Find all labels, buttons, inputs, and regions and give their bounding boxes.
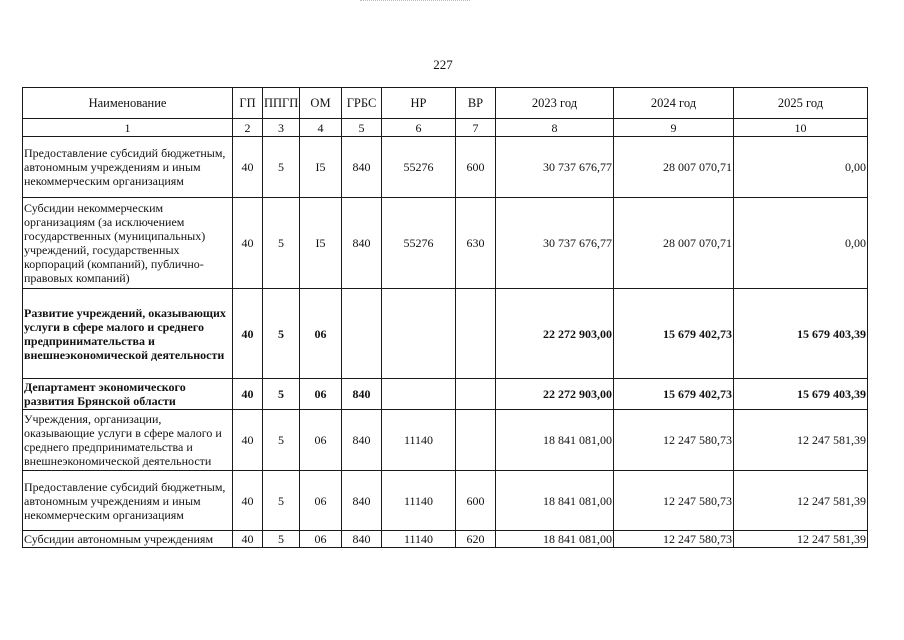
header-2023: 2023 год <box>496 88 614 119</box>
cell-gp: 40 <box>233 137 263 198</box>
cell-vr <box>456 410 496 471</box>
cell-nr <box>382 379 456 410</box>
cell-2024: 12 247 580,73 <box>614 531 734 548</box>
header-2024: 2024 год <box>614 88 734 119</box>
cell-om: 06 <box>300 410 342 471</box>
row-name: Учреждения, организации, оказывающие услуги в сфере малого и среднего предпринимательства и внешнеэкономической деятельности <box>23 410 233 471</box>
cell-2023: 18 841 081,00 <box>496 471 614 531</box>
index-row <box>23 119 868 137</box>
cell-nr: 55276 <box>382 198 456 289</box>
cell-gp: 40 <box>233 379 263 410</box>
index-cell: 5 <box>342 119 382 137</box>
cell-2023: 30 737 676,77 <box>496 198 614 289</box>
cell-grbs <box>342 289 382 379</box>
cell-gp: 40 <box>233 198 263 289</box>
index-cell: 6 <box>382 119 456 137</box>
cell-grbs: 840 <box>342 410 382 471</box>
cell-vr <box>456 289 496 379</box>
cell-ppgp: 5 <box>263 289 300 379</box>
cell-grbs: 840 <box>342 379 382 410</box>
header-om: ОМ <box>300 88 342 119</box>
page-number: 227 <box>433 57 453 72</box>
table-row <box>23 379 868 410</box>
cell-vr: 600 <box>456 471 496 531</box>
cell-2024: 28 007 070,71 <box>614 198 734 289</box>
scan-artifact <box>360 0 470 6</box>
header-2025: 2025 год <box>734 88 868 119</box>
cell-vr <box>456 379 496 410</box>
cell-vr: 630 <box>456 198 496 289</box>
cell-2023: 22 272 903,00 <box>496 379 614 410</box>
cell-2023: 22 272 903,00 <box>496 289 614 379</box>
cell-2025: 0,00 <box>734 137 868 198</box>
cell-gp: 40 <box>233 289 263 379</box>
index-cell: 8 <box>496 119 614 137</box>
index-cell: 3 <box>263 119 300 137</box>
cell-2023: 18 841 081,00 <box>496 410 614 471</box>
cell-ppgp: 5 <box>263 198 300 289</box>
cell-ppgp: 5 <box>263 137 300 198</box>
cell-2025: 12 247 581,39 <box>734 531 868 548</box>
cell-2025: 15 679 403,39 <box>734 289 868 379</box>
table-row <box>23 471 868 531</box>
cell-nr: 11140 <box>382 471 456 531</box>
cell-ppgp: 5 <box>263 410 300 471</box>
cell-grbs: 840 <box>342 137 382 198</box>
header-row <box>23 88 868 119</box>
header-vr: ВР <box>456 88 496 119</box>
cell-nr: 55276 <box>382 137 456 198</box>
row-name: Субсидии некоммерческим организациям (за исключением государственных (муниципальных) учреждений, государственных корпораций (компаний), публично-правовых компаний) <box>23 198 233 289</box>
table-row <box>23 410 868 471</box>
cell-grbs: 840 <box>342 198 382 289</box>
cell-nr: 11140 <box>382 531 456 548</box>
cell-2025: 15 679 403,39 <box>734 379 868 410</box>
table-row <box>23 137 868 198</box>
cell-2023: 18 841 081,00 <box>496 531 614 548</box>
row-name: Субсидии автономным учреждениям <box>23 531 233 548</box>
cell-ppgp: 5 <box>263 531 300 548</box>
cell-gp: 40 <box>233 531 263 548</box>
cell-2024: 12 247 580,73 <box>614 471 734 531</box>
cell-2025: 12 247 581,39 <box>734 471 868 531</box>
index-cell: 10 <box>734 119 868 137</box>
cell-2024: 12 247 580,73 <box>614 410 734 471</box>
cell-gp: 40 <box>233 410 263 471</box>
header-nr: НР <box>382 88 456 119</box>
cell-nr: 11140 <box>382 410 456 471</box>
header-ppgp: ППГП <box>263 88 300 119</box>
cell-grbs: 840 <box>342 531 382 548</box>
row-name: Предоставление субсидий бюджетным, автономным учреждениям и иным некоммерческим организациям <box>23 471 233 531</box>
cell-gp: 40 <box>233 471 263 531</box>
header-name: Наименование <box>23 88 233 119</box>
table-row <box>23 531 868 548</box>
cell-vr: 620 <box>456 531 496 548</box>
budget-table <box>22 87 868 548</box>
row-name: Департамент экономического развития Брянской области <box>23 379 233 410</box>
header-grbs: ГРБС <box>342 88 382 119</box>
table-row <box>23 198 868 289</box>
cell-om: 06 <box>300 471 342 531</box>
cell-grbs: 840 <box>342 471 382 531</box>
header-gp: ГП <box>233 88 263 119</box>
cell-2025: 12 247 581,39 <box>734 410 868 471</box>
row-name: Развитие учреждений, оказывающих услуги в сфере малого и среднего предпринимательства и внешнеэкономической деятельности <box>23 289 233 379</box>
cell-2024: 15 679 402,73 <box>614 289 734 379</box>
cell-2024: 15 679 402,73 <box>614 379 734 410</box>
cell-nr <box>382 289 456 379</box>
cell-om: 06 <box>300 531 342 548</box>
cell-om: I5 <box>300 198 342 289</box>
cell-om: I5 <box>300 137 342 198</box>
cell-2023: 30 737 676,77 <box>496 137 614 198</box>
index-cell: 9 <box>614 119 734 137</box>
index-cell: 1 <box>23 119 233 137</box>
row-name: Предоставление субсидий бюджетным, автономным учреждениям и иным некоммерческим организациям <box>23 137 233 198</box>
cell-2024: 28 007 070,71 <box>614 137 734 198</box>
cell-om: 06 <box>300 289 342 379</box>
table-row <box>23 289 868 379</box>
index-cell: 4 <box>300 119 342 137</box>
cell-2025: 0,00 <box>734 198 868 289</box>
cell-ppgp: 5 <box>263 471 300 531</box>
index-cell: 7 <box>456 119 496 137</box>
cell-om: 06 <box>300 379 342 410</box>
index-cell: 2 <box>233 119 263 137</box>
cell-ppgp: 5 <box>263 379 300 410</box>
cell-vr: 600 <box>456 137 496 198</box>
